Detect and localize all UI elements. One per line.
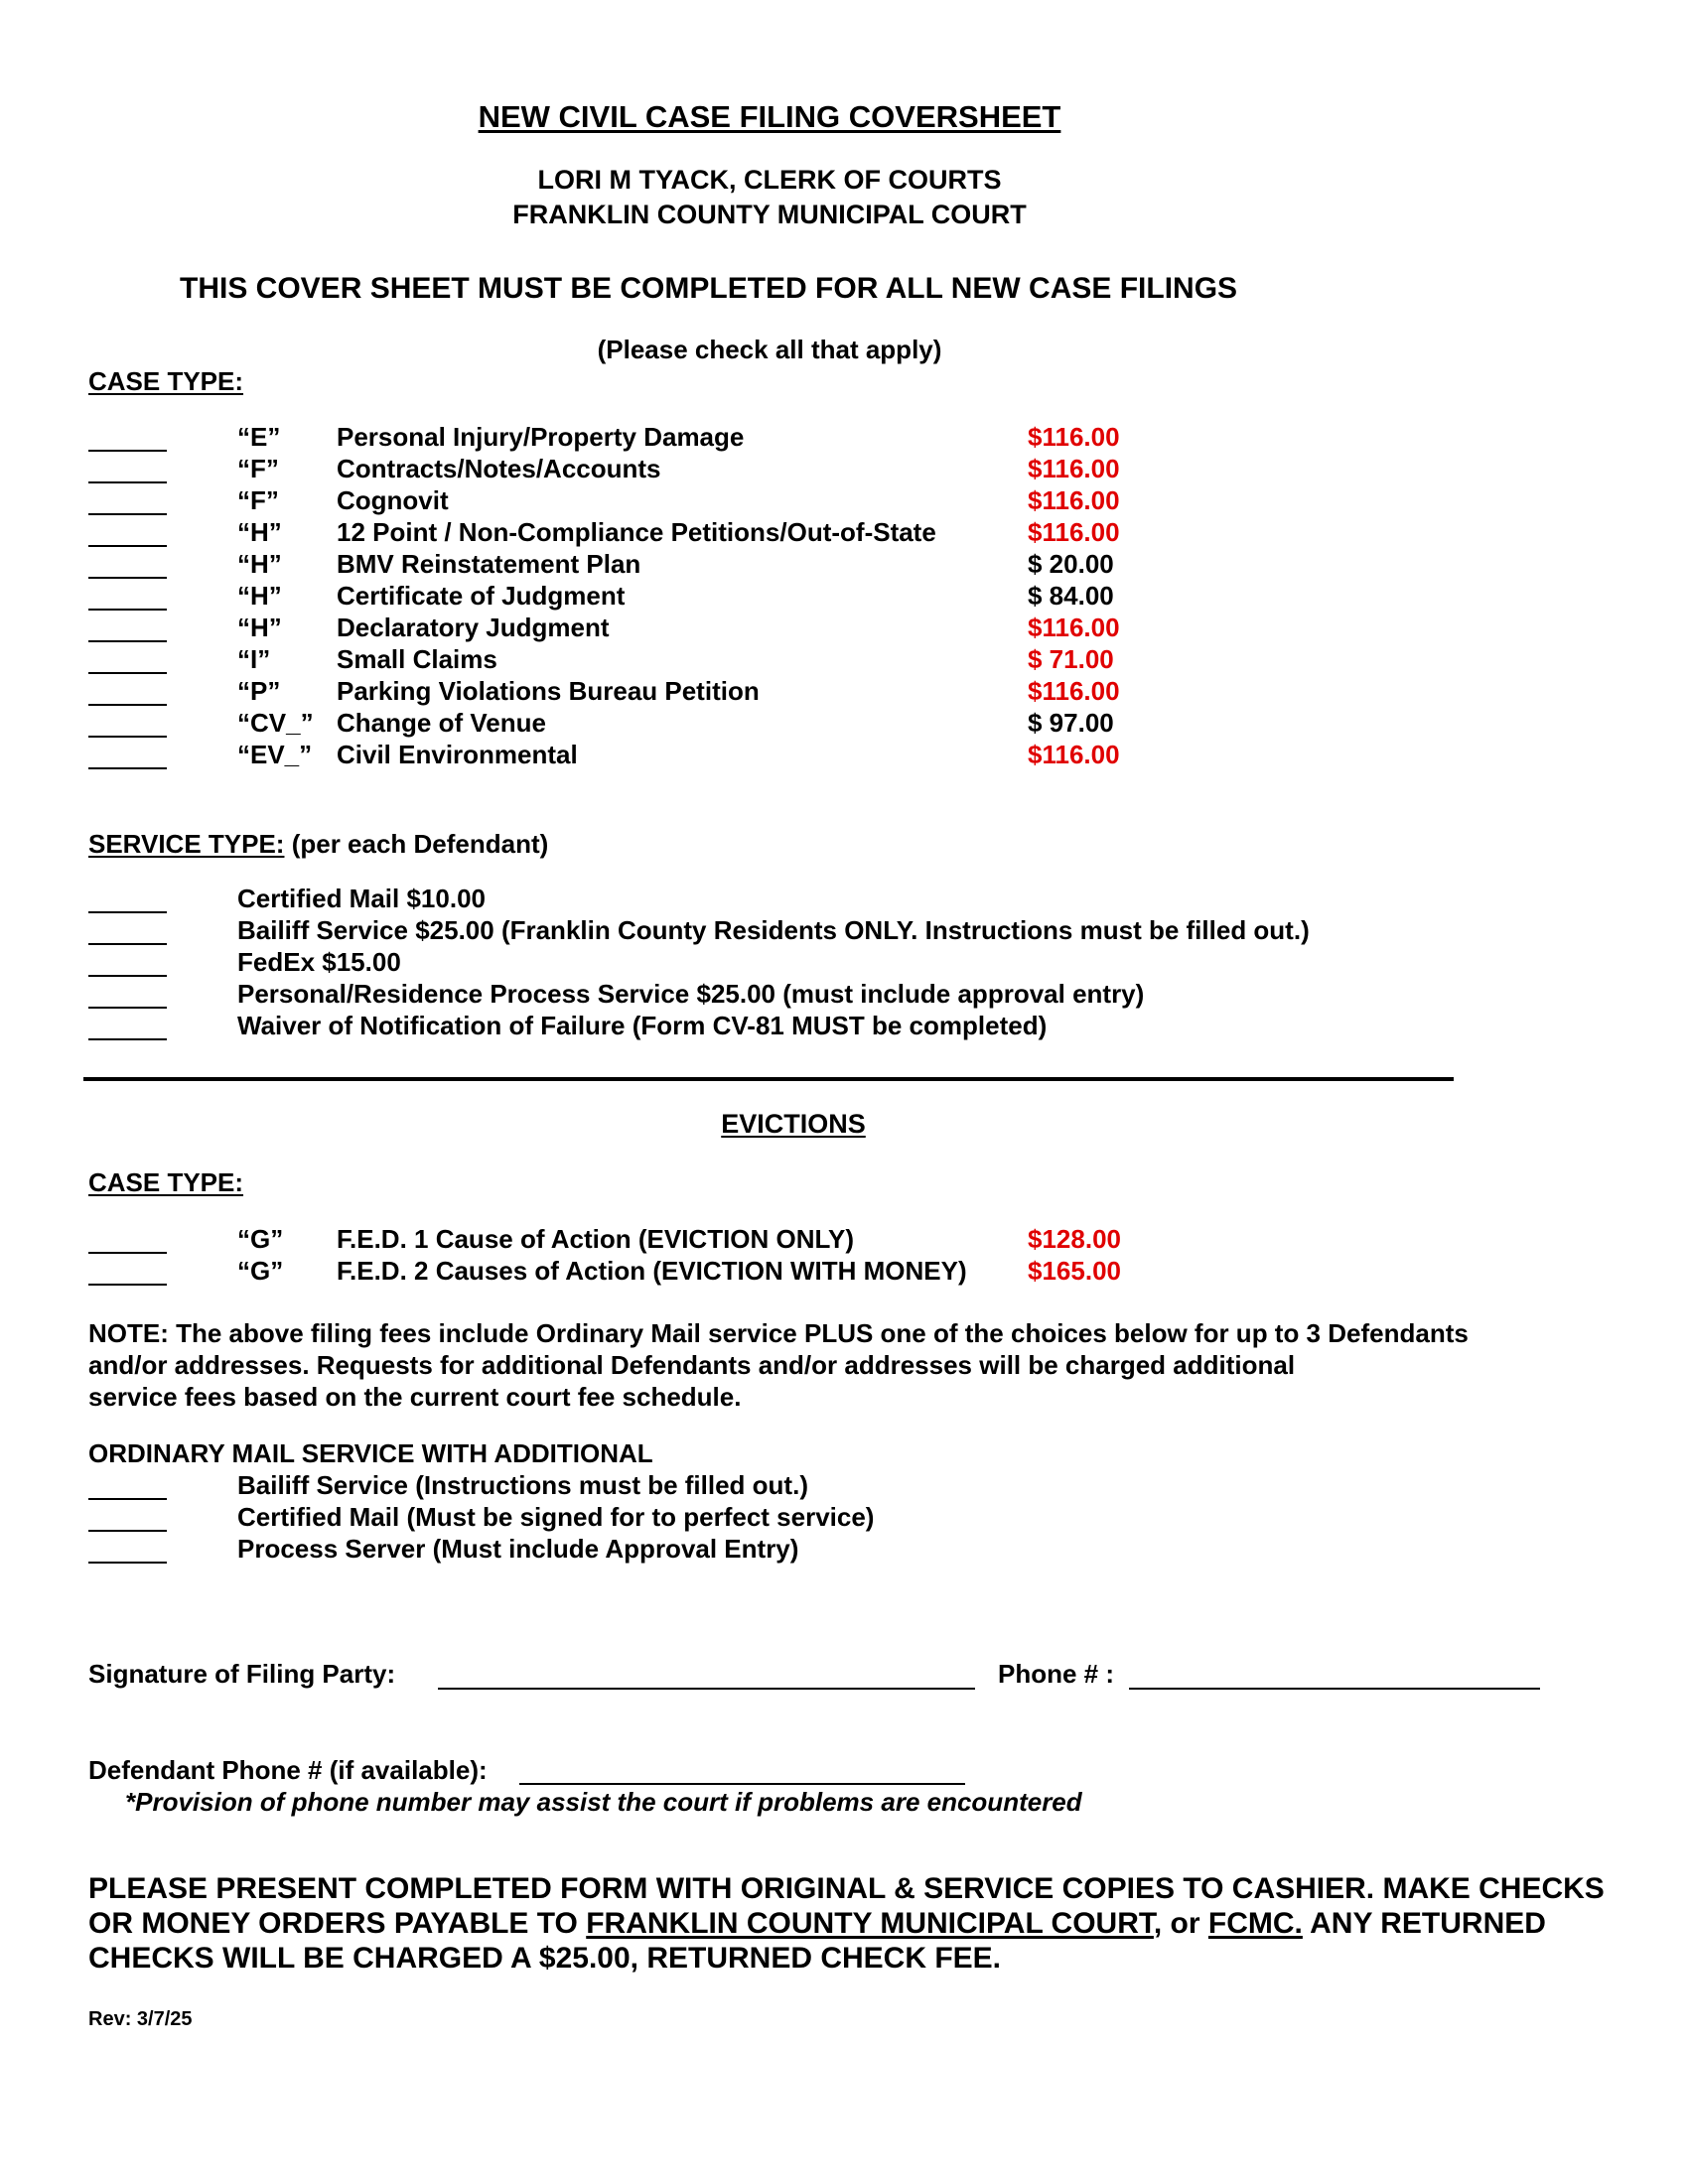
checkbox-blank[interactable] <box>88 640 167 642</box>
payment-instructions-line <box>88 1906 1546 1941</box>
defendant-phone-line[interactable] <box>519 1783 965 1785</box>
payable-text: OR MONEY ORDERS PAYABLE TO <box>88 1907 587 1940</box>
payment-instructions-line: CHECKS WILL BE CHARGED A $25.00, RETURNED CHECK FEE. <box>88 1942 1002 1975</box>
case-description: BMV Reinstatement Plan <box>337 549 641 579</box>
checkbox-blank[interactable] <box>88 545 167 547</box>
phone-line[interactable] <box>1129 1688 1540 1690</box>
service-type-header <box>88 829 548 860</box>
note-line: service fees based on the current court fee schedule. <box>88 1382 742 1412</box>
case-code: “E” <box>237 422 281 452</box>
service-option: Certified Mail $10.00 <box>237 884 486 913</box>
case-fee: $116.00 <box>1028 422 1120 452</box>
case-fee: $128.00 <box>1028 1224 1121 1254</box>
checkbox-blank[interactable] <box>88 1007 167 1009</box>
case-description: Civil Environmental <box>337 740 578 769</box>
case-type-row <box>0 740 1688 771</box>
case-description: Change of Venue <box>337 708 546 738</box>
case-description: Contracts/Notes/Accounts <box>337 454 661 483</box>
signature-line[interactable] <box>438 1688 975 1690</box>
returned-text: ANY RETURNED <box>1302 1907 1546 1940</box>
phone-label: Phone # : <box>998 1659 1115 1689</box>
note-line: and/or addresses. Requests for additional Defendants and/or addresses will be charged additional <box>88 1350 1296 1380</box>
case-fee: $ 97.00 <box>1028 708 1114 738</box>
case-code: “EV_” <box>237 740 313 769</box>
case-description: Certificate of Judgment <box>337 581 626 611</box>
ordinary-option: Process Server (Must include Approval Entry) <box>237 1534 799 1564</box>
case-type-row <box>0 708 1688 740</box>
case-fee: $116.00 <box>1028 517 1120 547</box>
case-fee: $ 84.00 <box>1028 581 1114 611</box>
service-option: Bailiff Service $25.00 (Franklin County Residents ONLY. Instructions must be filled out.) <box>237 915 1310 945</box>
checkbox-blank[interactable] <box>88 672 167 674</box>
checkbox-blank[interactable] <box>88 1252 167 1254</box>
checkbox-blank[interactable] <box>88 577 167 579</box>
section-divider <box>83 1077 1454 1081</box>
case-type-row <box>0 676 1688 708</box>
signature-label: Signature of Filing Party: <box>88 1659 396 1689</box>
service-option: Waiver of Notification of Failure (Form CV-81 MUST be completed) <box>237 1011 1048 1040</box>
service-row <box>0 1011 1688 1042</box>
evictions-case-type-heading: CASE TYPE: <box>88 1167 244 1197</box>
case-code: “P” <box>237 676 281 706</box>
eviction-row <box>0 1256 1688 1288</box>
check-all-note: (Please check all that apply) <box>597 335 942 364</box>
case-type-row <box>0 549 1688 581</box>
case-description: F.E.D. 1 Cause of Action (EVICTION ONLY) <box>337 1224 855 1254</box>
ordinary-row <box>0 1470 1688 1502</box>
ordinary-mail-heading: ORDINARY MAIL SERVICE WITH ADDITIONAL <box>88 1438 653 1468</box>
court-abbr: FCMC. <box>1207 1907 1303 1940</box>
clerk-name: LORI M TYACK, CLERK OF COURTS <box>537 165 1002 195</box>
defendant-phone-label: Defendant Phone # (if available): <box>88 1755 488 1785</box>
service-row <box>0 979 1688 1011</box>
checkbox-blank[interactable] <box>88 767 167 769</box>
checkbox-blank[interactable] <box>88 1284 167 1286</box>
checkbox-blank[interactable] <box>88 1038 167 1040</box>
ordinary-row <box>0 1502 1688 1534</box>
case-code: “H” <box>237 581 282 611</box>
case-type-row <box>0 644 1688 676</box>
note-line: NOTE: The above filing fees include Ordinary Mail service PLUS one of the choices below for up to 3 Defendants <box>88 1318 1469 1348</box>
or-text: , or <box>1153 1907 1208 1940</box>
case-type-row <box>0 517 1688 549</box>
checkbox-blank[interactable] <box>88 975 167 977</box>
case-code: “H” <box>237 517 282 547</box>
instruction-heading: THIS COVER SHEET MUST BE COMPLETED FOR ALL NEW CASE FILINGS <box>180 272 1238 305</box>
checkbox-blank[interactable] <box>88 609 167 611</box>
checkbox-blank[interactable] <box>88 704 167 706</box>
evictions-heading: EVICTIONS <box>721 1109 866 1139</box>
court-name: FRANKLIN COUNTY MUNICIPAL COURT <box>512 200 1027 229</box>
service-row <box>0 915 1688 947</box>
service-type-heading: SERVICE TYPE: <box>88 829 285 859</box>
case-fee: $116.00 <box>1028 676 1120 706</box>
case-type-heading: CASE TYPE: <box>88 366 244 396</box>
case-fee: $116.00 <box>1028 454 1120 483</box>
case-code: “CV_” <box>237 708 314 738</box>
case-fee: $ 71.00 <box>1028 644 1114 674</box>
service-option: FedEx $15.00 <box>237 947 401 977</box>
case-description: Personal Injury/Property Damage <box>337 422 745 452</box>
case-type-row <box>0 485 1688 517</box>
case-fee: $116.00 <box>1028 485 1120 515</box>
case-code: “H” <box>237 549 282 579</box>
case-type-row <box>0 581 1688 613</box>
eviction-row <box>0 1224 1688 1256</box>
case-type-row <box>0 454 1688 485</box>
checkbox-blank[interactable] <box>88 1530 167 1532</box>
checkbox-blank[interactable] <box>88 450 167 452</box>
checkbox-blank[interactable] <box>88 911 167 913</box>
phone-provision-note: *Provision of phone number may assist the court if problems are encountered <box>125 1787 1082 1817</box>
case-description: F.E.D. 2 Causes of Action (EVICTION WITH MONEY) <box>337 1256 967 1286</box>
service-option: Personal/Residence Process Service $25.00 (must include approval entry) <box>237 979 1145 1009</box>
case-code: “F” <box>237 485 279 515</box>
case-code: “G” <box>237 1224 284 1254</box>
checkbox-blank[interactable] <box>88 943 167 945</box>
case-fee: $116.00 <box>1028 613 1120 642</box>
checkbox-blank[interactable] <box>88 513 167 515</box>
case-description: 12 Point / Non-Compliance Petitions/Out-of-State <box>337 517 936 547</box>
service-type-note: (per each Defendant) <box>284 829 549 859</box>
case-code: “G” <box>237 1256 284 1286</box>
page-title: NEW CIVIL CASE FILING COVERSHEET <box>478 99 1061 134</box>
ordinary-option: Certified Mail (Must be signed for to perfect service) <box>237 1502 875 1532</box>
checkbox-blank[interactable] <box>88 736 167 738</box>
revision-date: Rev: 3/7/25 <box>88 2008 193 2030</box>
checkbox-blank[interactable] <box>88 1562 167 1564</box>
case-code: “F” <box>237 454 279 483</box>
case-fee: $165.00 <box>1028 1256 1121 1286</box>
payment-instructions-line: PLEASE PRESENT COMPLETED FORM WITH ORIGINAL & SERVICE COPIES TO CASHIER. MAKE CHECKS <box>88 1872 1605 1905</box>
service-row <box>0 884 1688 915</box>
case-type-row <box>0 422 1688 454</box>
case-fee: $ 20.00 <box>1028 549 1114 579</box>
case-code: “I” <box>237 644 271 674</box>
checkbox-blank[interactable] <box>88 481 167 483</box>
case-description: Parking Violations Bureau Petition <box>337 676 760 706</box>
service-row <box>0 947 1688 979</box>
case-type-row <box>0 613 1688 644</box>
court-payee: FRANKLIN COUNTY MUNICIPAL COURT <box>586 1907 1154 1940</box>
ordinary-row <box>0 1534 1688 1566</box>
ordinary-option: Bailiff Service (Instructions must be filled out.) <box>237 1470 808 1500</box>
case-code: “H” <box>237 613 282 642</box>
checkbox-blank[interactable] <box>88 1498 167 1500</box>
case-description: Declaratory Judgment <box>337 613 610 642</box>
case-fee: $116.00 <box>1028 740 1120 769</box>
case-description: Cognovit <box>337 485 449 515</box>
case-description: Small Claims <box>337 644 497 674</box>
